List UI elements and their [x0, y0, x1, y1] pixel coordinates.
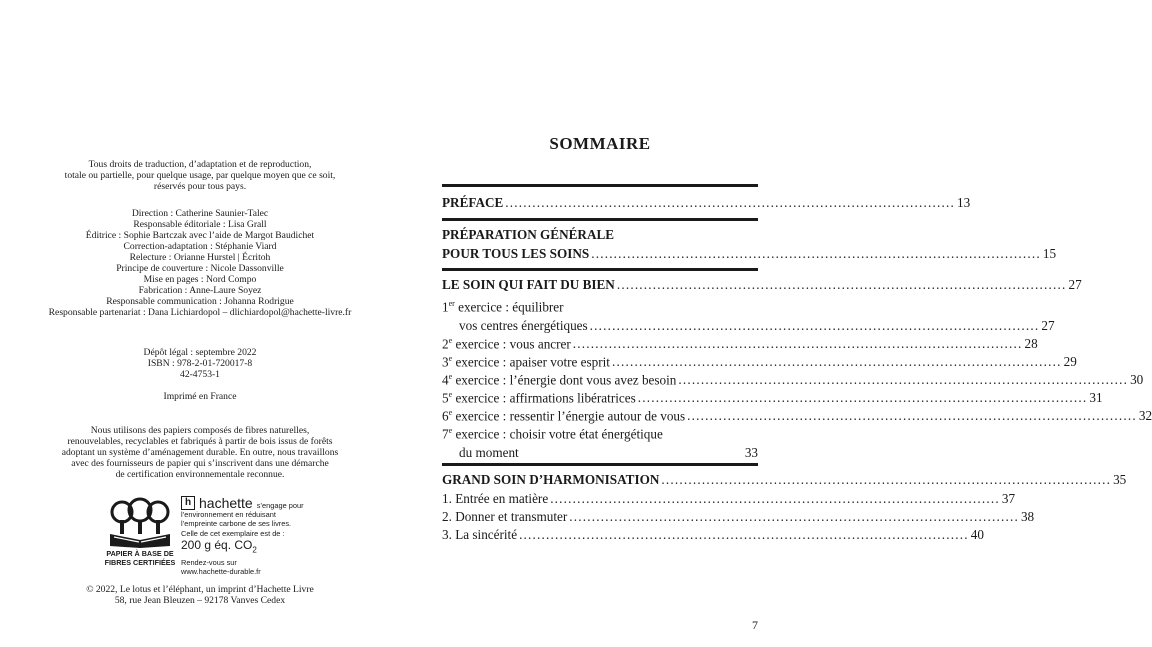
toc-label: 2. Donner et transmuter [442, 509, 568, 524]
hachette-logo-icon: h [181, 496, 195, 510]
exercise-title: exercice : vous ancrer [452, 336, 571, 352]
toc-entry-grand-item-3[interactable] [442, 525, 984, 544]
toc-page-number: 31 [1089, 390, 1103, 406]
section-divider [442, 184, 758, 187]
credit-line: Responsable communication : Johanna Rodrigue [106, 296, 294, 307]
eco-url-link[interactable]: www.hachette-durable.fr [181, 567, 261, 577]
legal-line: ISBN : 978-2-01-720017-8 [147, 358, 253, 369]
visit-text: Rendez-vous sur [181, 557, 237, 567]
exercise-title: exercice : apaiser votre esprit [452, 354, 610, 370]
leader-dots: .................................................................................................... [678, 372, 1129, 388]
toc-label: POUR TOUS LES SOINS [442, 246, 590, 261]
exercise-title: exercice : ressentir l’énergie autour de vous [452, 408, 686, 424]
credit-line: Principe de couverture : Nicole Dassonville [116, 263, 284, 274]
legal-deposit [0, 347, 400, 380]
leader-dots: .................................................................................................... [519, 527, 969, 542]
toc-entry-exercise-7[interactable] [442, 421, 758, 462]
rights-line: Tous droits de traduction, d’adaptation et de reproduction, [88, 159, 312, 170]
toc-entry-grand-item-2[interactable] [442, 507, 1035, 526]
hachette-brandline [181, 496, 311, 510]
toc-page-number: 27 [1041, 318, 1055, 334]
exercise-number: 2 [442, 336, 449, 352]
leader-dots: .................................................................................................... [572, 336, 1023, 352]
toc-label [442, 294, 564, 316]
section-divider [442, 268, 758, 271]
leader-dots: .................................................................................................... [661, 472, 1112, 487]
leader-dots: .................................................................................................... [569, 509, 1019, 524]
ordinal-suffix: e [448, 372, 453, 381]
credit-line: Correction-adaptation : Stéphanie Viard [123, 241, 277, 252]
toc-page-number: 29 [1063, 354, 1077, 370]
paper-note [0, 425, 400, 480]
toc-entry-exercise-1[interactable] [442, 294, 1055, 335]
toc-page-number: 35 [1113, 472, 1127, 487]
rights-line: réservés pour tous pays. [153, 181, 247, 192]
credit-line: Responsable éditoriale : Lisa Grall [133, 219, 267, 230]
toc-label: GRAND SOIN D’HARMONISATION [442, 472, 660, 487]
toc-label: du moment [459, 445, 519, 461]
legal-line: 42-4753-1 [180, 369, 220, 380]
credit-line: Direction : Catherine Saunier-Talec [131, 208, 269, 219]
ordinal-suffix: e [448, 408, 453, 417]
exercise-number: 5 [442, 390, 449, 406]
toc-page-number: 28 [1024, 336, 1038, 352]
engage-text: s’engage pour [256, 500, 304, 510]
toc-entry-preparation[interactable] [442, 225, 1057, 263]
exercise-number: 4 [442, 372, 449, 388]
carbon-amount [181, 538, 311, 557]
ordinal-suffix: e [448, 336, 453, 345]
exercise-number: 3 [442, 354, 449, 370]
toc-label: 1. Entrée en matière [442, 491, 549, 506]
exercise-title: exercice : l’énergie dont vous avez besoin [452, 372, 677, 388]
copyright-notice [0, 584, 400, 606]
trees-book-icon [106, 496, 174, 548]
leader-dots: .................................................................................................... [591, 246, 1041, 261]
toc-label: 3. La sincérité [442, 527, 518, 542]
copyright-line: © 2022, Le lotus et l’éléphant, un imprint d’Hachette Livre [86, 584, 314, 595]
exercise-title: exercice : affirmations libératrices [452, 390, 636, 406]
section-divider [442, 218, 758, 221]
logo-caption-line: PAPIER À BASE DE [106, 549, 174, 558]
toc-label: PRÉFACE [442, 195, 504, 210]
toc-page-number: 30 [1130, 372, 1144, 388]
eco-commitment [181, 496, 311, 576]
toc-entry-grand-item-1[interactable] [442, 489, 1016, 508]
toc-label: LE SOIN QUI FAIT DU BIEN [442, 277, 615, 292]
table-of-contents-page [400, 0, 1152, 647]
toc-label: PRÉPARATION GÉNÉRALE [442, 227, 615, 242]
certified-paper-logo [104, 496, 176, 576]
ordinal-suffix: e [448, 426, 453, 435]
exercise-title: exercice : choisir votre état énergétique [452, 426, 663, 442]
eco-line: Celle de cet exemplaire est de : [181, 528, 285, 538]
toc-label: vos centres énergétiques [459, 318, 588, 334]
credits-list [0, 208, 400, 318]
carbon-subscript: 2 [252, 545, 257, 555]
toc-entry-grand-soin[interactable] [442, 470, 1127, 489]
rights-notice [0, 159, 400, 192]
copyright-line: 58, rue Jean Bleuzen – 92178 Vanves Cedex [114, 595, 286, 606]
ordinal-suffix: er [448, 299, 455, 308]
exercise-number: 6 [442, 408, 449, 424]
carbon-value: 200 g éq. CO [181, 538, 253, 553]
printed-line: Imprimé en France [163, 391, 237, 402]
credit-line: Mise en pages : Nord Compo [143, 274, 257, 285]
toc-page-number: 15 [1042, 246, 1057, 261]
logo-caption [104, 549, 176, 567]
credit-line: Éditrice : Sophie Bartczak avec l’aide de Margot Baudichet [85, 230, 315, 241]
paper-line: renouvelables, recyclables et fabriqués à partir de bois issus de forêts [67, 436, 333, 447]
printed-in [0, 391, 400, 402]
eco-line: l’empreinte carbone de ses livres. [181, 519, 292, 529]
toc-page-number: 38 [1020, 509, 1035, 524]
rights-line: totale ou partielle, pour quelque usage, par quelque moyen que ce soit, [64, 170, 336, 181]
page-number: 7 [752, 618, 758, 632]
leader-dots: .................................................................................................... [687, 408, 1137, 424]
paper-line: de certification environnementale reconnue. [115, 469, 285, 480]
toc-page-number: 32 [1138, 408, 1152, 424]
credit-line: Responsable partenariat : Dana Lichiardopol – dlichiardopol@hachette-livre.fr [48, 307, 352, 318]
toc-entry-preface[interactable] [442, 193, 971, 212]
page-title: SOMMAIRE [549, 134, 651, 153]
eco-label [104, 496, 304, 576]
legal-line: Dépôt légal : septembre 2022 [143, 347, 257, 358]
leader-dots: .................................................................................................... [589, 318, 1040, 334]
exercise-number: 7 [442, 426, 449, 442]
leader-dots: .................................................................................................... [616, 277, 1067, 292]
toc-page-number: 40 [970, 527, 984, 542]
section-divider [442, 463, 758, 466]
leader-dots: .................................................................................................... [505, 195, 955, 210]
leader-dots: .................................................................................................... [637, 390, 1088, 406]
credit-line: Fabrication : Anne-Laure Soyez [138, 285, 262, 296]
leader-dots: .................................................................................................... [550, 491, 1000, 506]
eco-line: l’environnement en réduisant [181, 510, 276, 519]
toc-page-number: 37 [1001, 491, 1016, 506]
toc-page-number: 33 [744, 445, 758, 461]
paper-line: avec des fournisseurs de papier qui s’inscrivent dans une démarche [71, 458, 329, 469]
paper-line: Nous utilisons des papiers composés de fibres naturelles, [90, 425, 310, 436]
brand-name: hachette [199, 495, 253, 511]
toc-page-number: 13 [956, 195, 971, 210]
credit-line: Relecture : Orianne Hurstel | Écritoh [129, 252, 271, 263]
logo-caption-line: FIBRES CERTIFIÉES [104, 558, 176, 567]
exercise-title: exercice : équilibrer [454, 299, 564, 315]
ordinal-suffix: e [448, 390, 453, 399]
toc-page-number: 27 [1068, 277, 1082, 292]
paper-line: adoptant un système d’aménagement durable. En outre, nous travaillons [61, 447, 339, 458]
copyright-page [0, 0, 400, 647]
ordinal-suffix: e [448, 354, 453, 363]
toc-label [442, 421, 663, 443]
toc-entry-soin[interactable] [442, 275, 1082, 294]
leader-dots: .................................................................................................... [611, 354, 1062, 370]
exercise-number: 1 [442, 299, 449, 315]
